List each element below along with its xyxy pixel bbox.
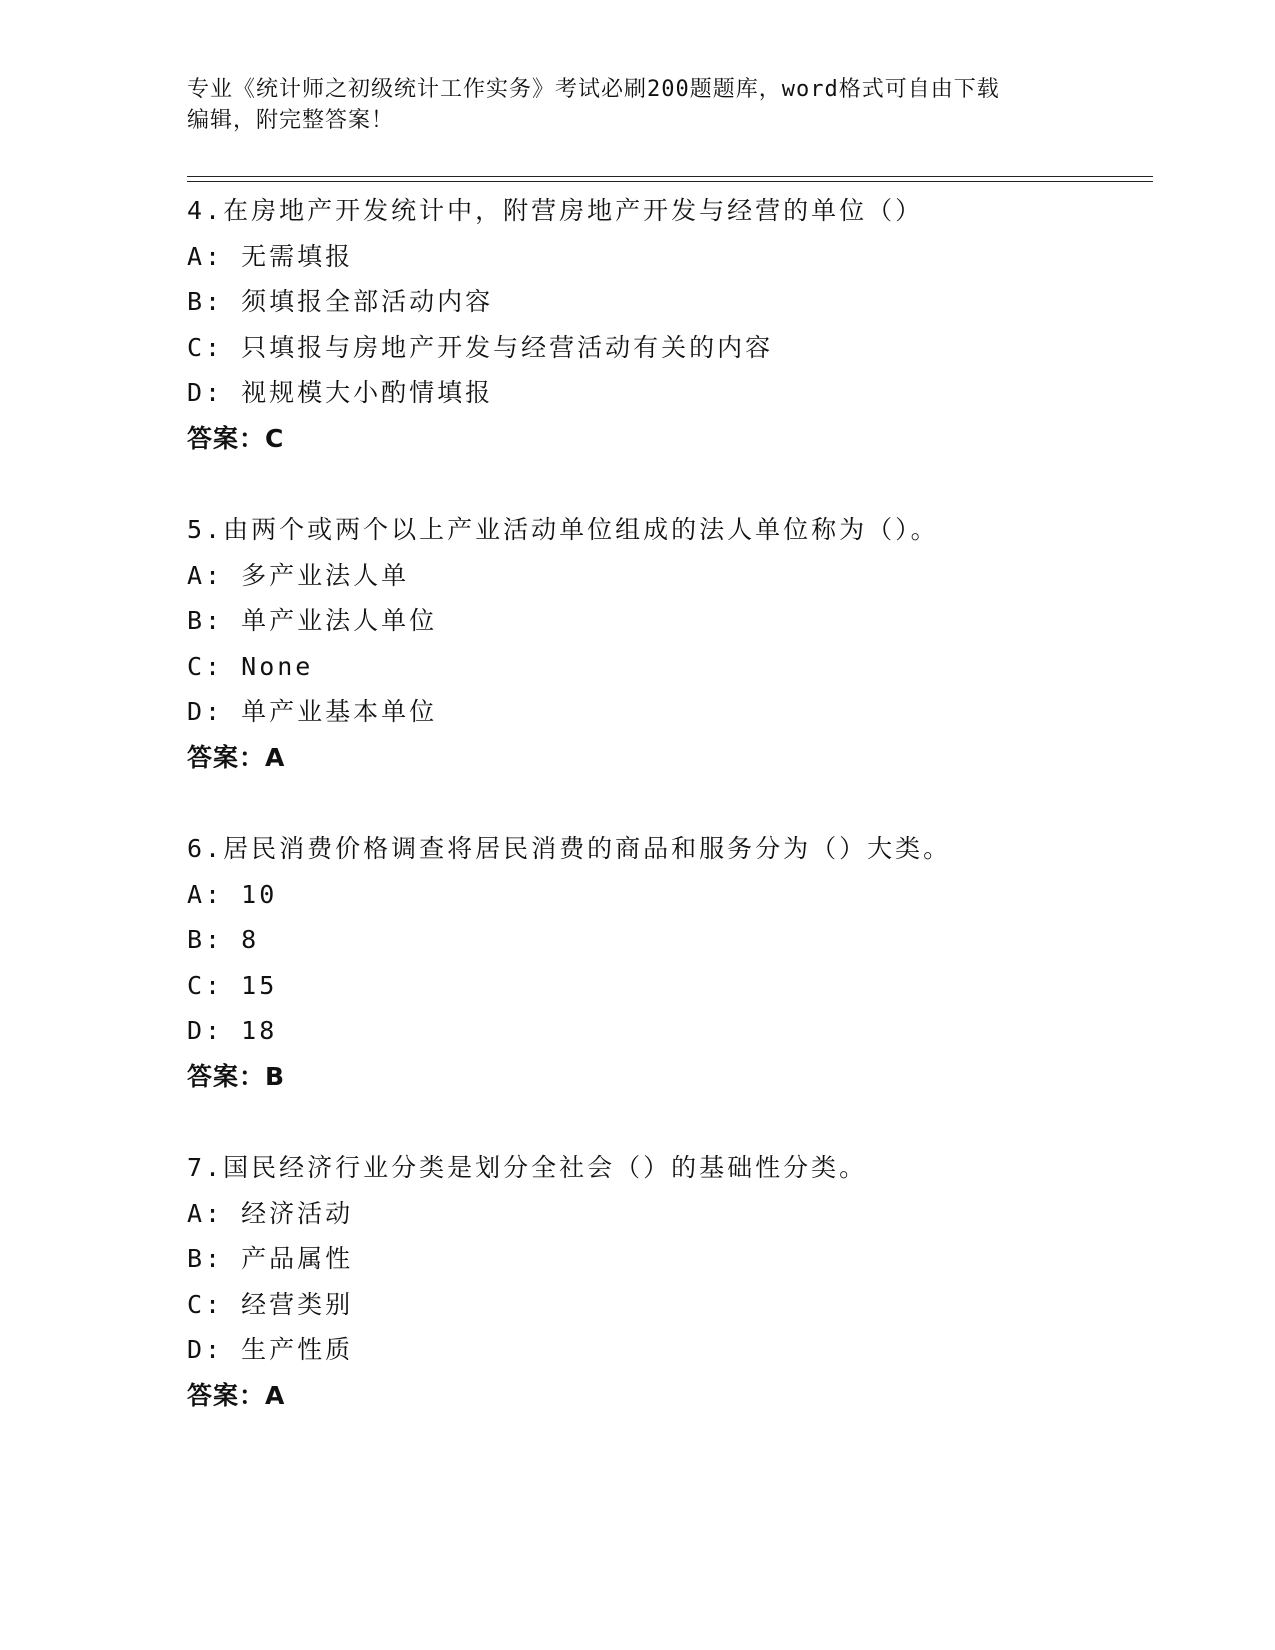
question-6 <box>187 826 1153 1099</box>
option-c: C: 只填报与房地产开发与经营活动有关的内容 <box>187 332 774 362</box>
option-b: B: 须填报全部活动内容 <box>187 287 494 316</box>
option-d: D: 18 <box>187 1016 278 1045</box>
header-line-2: 编辑，附完整答案！ <box>187 108 395 133</box>
option-d: D: 生产性质 <box>187 1335 354 1364</box>
question-4 <box>187 188 1153 461</box>
option-a: A: 10 <box>187 879 278 909</box>
answer-label: 答案：A <box>187 1380 286 1410</box>
answer-label: 答案：C <box>187 423 285 453</box>
option-d: D: 单产业基本单位 <box>187 697 438 726</box>
option-a: A: 多产业法人单 <box>187 560 410 590</box>
option-c: C: None <box>187 651 314 681</box>
option-b: B: 8 <box>187 925 260 954</box>
option-d: D: 视规模大小酌情填报 <box>187 378 494 407</box>
header-line-1: 专业《统计师之初级统计工作实务》考试必刷200题题库，word格式可自由下载 <box>187 77 1000 102</box>
option-a: A: 经济活动 <box>187 1198 354 1228</box>
question-stem: 6.居民消费价格调查将居民消费的商品和服务分为（）大类。 <box>187 834 952 863</box>
header-divider-bottom <box>187 181 1153 182</box>
question-stem: 7.国民经济行业分类是划分全社会（）的基础性分类。 <box>187 1153 868 1182</box>
question-list <box>187 188 1153 1464</box>
answer-label: 答案：B <box>187 1061 286 1091</box>
option-b: B: 产品属性 <box>187 1244 354 1273</box>
question-stem: 5.由两个或两个以上产业活动单位组成的法人单位称为（）。 <box>187 515 939 544</box>
document-header <box>187 74 1087 136</box>
option-a: A: 无需填报 <box>187 241 354 271</box>
option-b: B: 单产业法人单位 <box>187 606 438 635</box>
answer-label: 答案：A <box>187 742 286 772</box>
question-5 <box>187 507 1153 780</box>
option-c: C: 15 <box>187 970 278 1000</box>
question-stem: 4.在房地产开发统计中，附营房地产开发与经营的单位（） <box>187 196 924 225</box>
header-divider-top <box>187 176 1153 177</box>
option-c: C: 经营类别 <box>187 1289 354 1319</box>
question-7 <box>187 1145 1153 1418</box>
